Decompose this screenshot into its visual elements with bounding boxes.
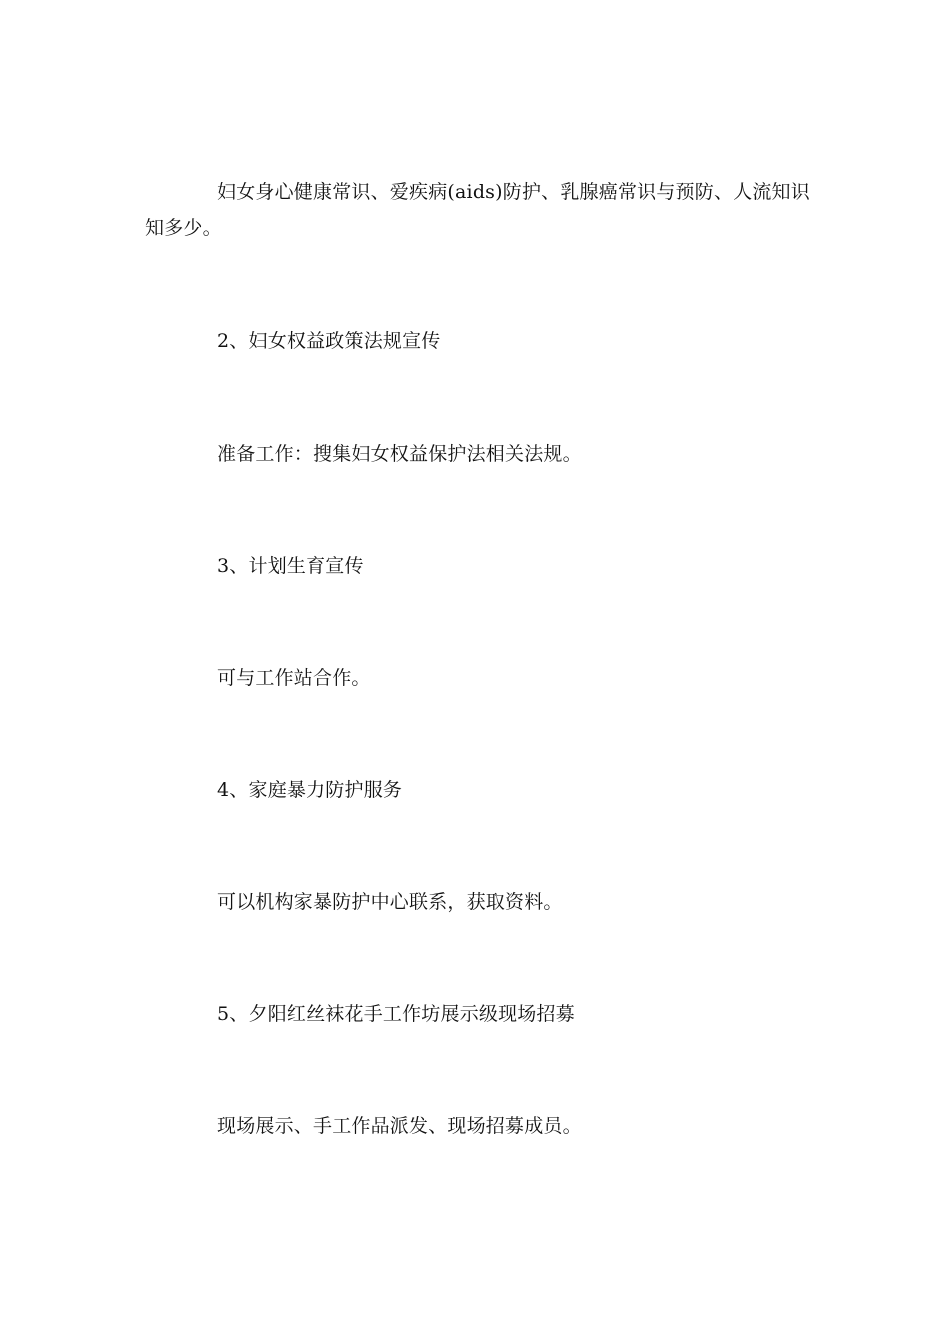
paragraph-violence-center: 可以机构家暴防护中心联系，获取资料。 — [217, 891, 563, 913]
heading-family-planning: 3、计划生育宣传 — [217, 555, 364, 577]
paragraph-rights-preparation: 准备工作：搜集妇女权益保护法相关法规。 — [217, 443, 582, 465]
paragraph-workstation: 可与工作站合作。 — [217, 667, 371, 689]
heading-domestic-violence: 4、家庭暴力防护服务 — [217, 779, 403, 801]
heading-womens-rights: 2、妇女权益政策法规宣传 — [217, 330, 441, 352]
paragraph-workshop-activities: 现场展示、手工作品派发、现场招募成员。 — [217, 1115, 582, 1137]
heading-craft-workshop: 5、夕阳红丝袜花手工作坊展示级现场招募 — [217, 1003, 575, 1025]
paragraph-health-knowledge: 妇女身心健康常识、爱疾病(aids)防护、乳腺癌常识与预防、人流知识知多少。 — [145, 181, 810, 239]
